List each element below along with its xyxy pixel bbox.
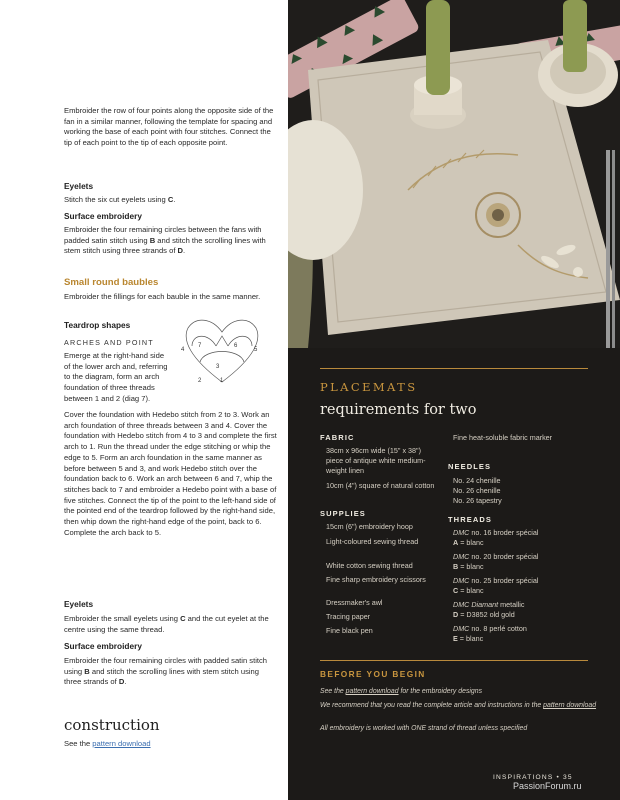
needles-item: No. 26 tapestry <box>453 496 502 505</box>
supplies-item: 15cm (6") embroidery hoop <box>326 522 413 531</box>
heading-construction: construction <box>64 716 160 734</box>
paragraph-baubles: Embroider the fillings for each bauble in the same manner. <box>64 292 261 301</box>
divider-top <box>320 368 588 369</box>
page-footer: INSPIRATIONS • 35 <box>493 774 573 781</box>
heading-before-you-begin: BEFORE YOU BEGIN <box>320 669 426 679</box>
needles-item: No. 24 chenille <box>453 476 501 485</box>
heading-small-round-baubles: Small round baubles <box>64 277 159 288</box>
divider-bottom <box>320 660 588 661</box>
paragraph-surface-embroidery: Embroider the four remaining circles between the fans with padded satin stitch using B and stitch the scrolling lines with stem stitch using three strands of D. <box>64 225 266 256</box>
paragraph-construction: See the pattern download <box>64 739 151 748</box>
heading-surface-embroidery: Surface embroidery <box>64 211 142 221</box>
supplies-item: Fine sharp embroidery scissors <box>326 575 426 584</box>
diagram-label-6: 6 <box>234 343 238 349</box>
supplies-item: Tracing paper <box>326 612 371 621</box>
diagram-label-1: 1 <box>220 378 224 384</box>
heading-supplies: SUPPLIES <box>320 509 366 518</box>
left-column <box>0 0 288 800</box>
paragraph-surface-embroidery-2: Embroider the four remaining circles with padded satin stitch using B and stitch the scrolling lines with stem stitch using three strands of D. <box>64 656 268 687</box>
heading-threads: THREADS <box>448 515 492 524</box>
watermark: PassionForum.ru <box>513 781 582 791</box>
paragraph-eyelets-2: Embroider the small eyelets using C and the cut eyelet at the centre using the same thread. <box>64 614 269 634</box>
cutlery <box>606 150 610 348</box>
pattern-download-link[interactable]: pattern download <box>543 702 597 709</box>
thread-item: DMC no. 20 broder spécial B = blanc <box>453 552 539 571</box>
supplies-item: Light-coloured sewing thread <box>326 537 419 546</box>
needles-item: No. 26 chenille <box>453 486 501 495</box>
diagram-label-4: 4 <box>181 347 185 353</box>
right-column <box>288 0 620 800</box>
diagram-label-3: 3 <box>216 364 220 370</box>
diagram-point <box>216 336 228 346</box>
diagram-label-7: 7 <box>198 343 202 349</box>
heading-fabric: FABRIC <box>320 433 355 442</box>
fabric-item: 10cm (4") square of natural cotton <box>326 481 435 490</box>
teardrop-diagram <box>178 318 266 386</box>
before-item: See the pattern download for the embroidery designs <box>320 688 483 695</box>
diagram-label-5: 5 <box>254 347 258 353</box>
diagram-label-2: 2 <box>198 378 202 384</box>
thread-item: DMC no. 16 broder spécial A = blanc <box>453 528 539 547</box>
before-item: We recommend that you read the complete article and instructions in the pattern download <box>320 702 597 709</box>
pattern-download-link[interactable]: pattern download <box>92 739 151 748</box>
diagram-arch-lower <box>200 352 244 363</box>
paragraph-arches-instructions: Cover the foundation with Hedebo stitch from 2 to 3. Work an arch foundation of three threads between 3 and 4. Cover the foundation with Hedebo stitch from 4 to 3 and complete the first arch to 1. Run the thread under the edge stitching or whip the edge to 5. Form an arch foundation in the same manner as before between 5 and 3, and work Hedebo stitch over the foundation back to 6. Work an arch between 6 and 7, whip the stitches back to 7 and embroider a Hedebo point with a base of five stitches. Connect the tip of the point to the left-hand side of the pointed end of the teardrop followed by the right-hand side, then whip down the right-hand edge of the point, back to 6. Complete the arch back to 5. <box>64 410 277 537</box>
heading-eyelets-2: Eyelets <box>64 599 94 609</box>
supplies-item: Dressmaker's awl <box>326 598 383 607</box>
diagram-arch-left <box>192 336 216 346</box>
supplies-item-marker: Fine heat-soluble fabric marker <box>453 433 553 442</box>
heading-teardrop-shapes: Teardrop shapes <box>64 320 131 330</box>
supplies-item: White cotton sewing thread <box>326 561 413 570</box>
thread-item: DMC no. 8 perlé cotton E = blanc <box>453 624 527 643</box>
section-title-placemats: PLACEMATS <box>320 380 418 394</box>
heading-requirements: requirements for two <box>320 402 477 418</box>
candle-right <box>563 0 587 72</box>
subheading-arches-and-point: ARCHES AND POINT <box>64 338 154 347</box>
heading-eyelets: Eyelets <box>64 181 94 191</box>
pattern-download-link[interactable]: pattern download <box>345 688 399 695</box>
fabric-item: 38cm x 96cm wide (15" x 38") piece of antique white medium-weight linen <box>326 446 426 475</box>
diagram-outer-teardrop <box>186 320 258 382</box>
before-item: All embroidery is worked with ONE strand of thread unless specified <box>320 725 528 732</box>
placemat-photo <box>288 0 620 348</box>
diagram-arch-right <box>228 336 252 346</box>
heading-needles: NEEDLES <box>448 462 492 471</box>
heading-surface-embroidery-2: Surface embroidery <box>64 641 142 651</box>
paragraph-points: Embroider the row of four points along the opposite side of the fan in a similar manner, following the template for spacing and working the base of each point with four stitches. Connect the tip of each point to the tip of each opposite point. <box>64 106 274 148</box>
paragraph-eyelets: Stitch the six cut eyelets using C. <box>64 195 176 204</box>
thread-item: DMC Diamant metallic D = D3852 old gold <box>453 600 525 619</box>
candle-left <box>426 0 450 95</box>
thread-item: DMC no. 25 broder spécial C = blanc <box>453 576 539 595</box>
paragraph-arches-intro: Emerge at the right-hand side of the lower arch and, referring to the diagram, form an arch foundation of three threads between 1 and 2 (diag 7). <box>64 351 168 403</box>
supplies-item: Fine black pen <box>326 626 373 635</box>
